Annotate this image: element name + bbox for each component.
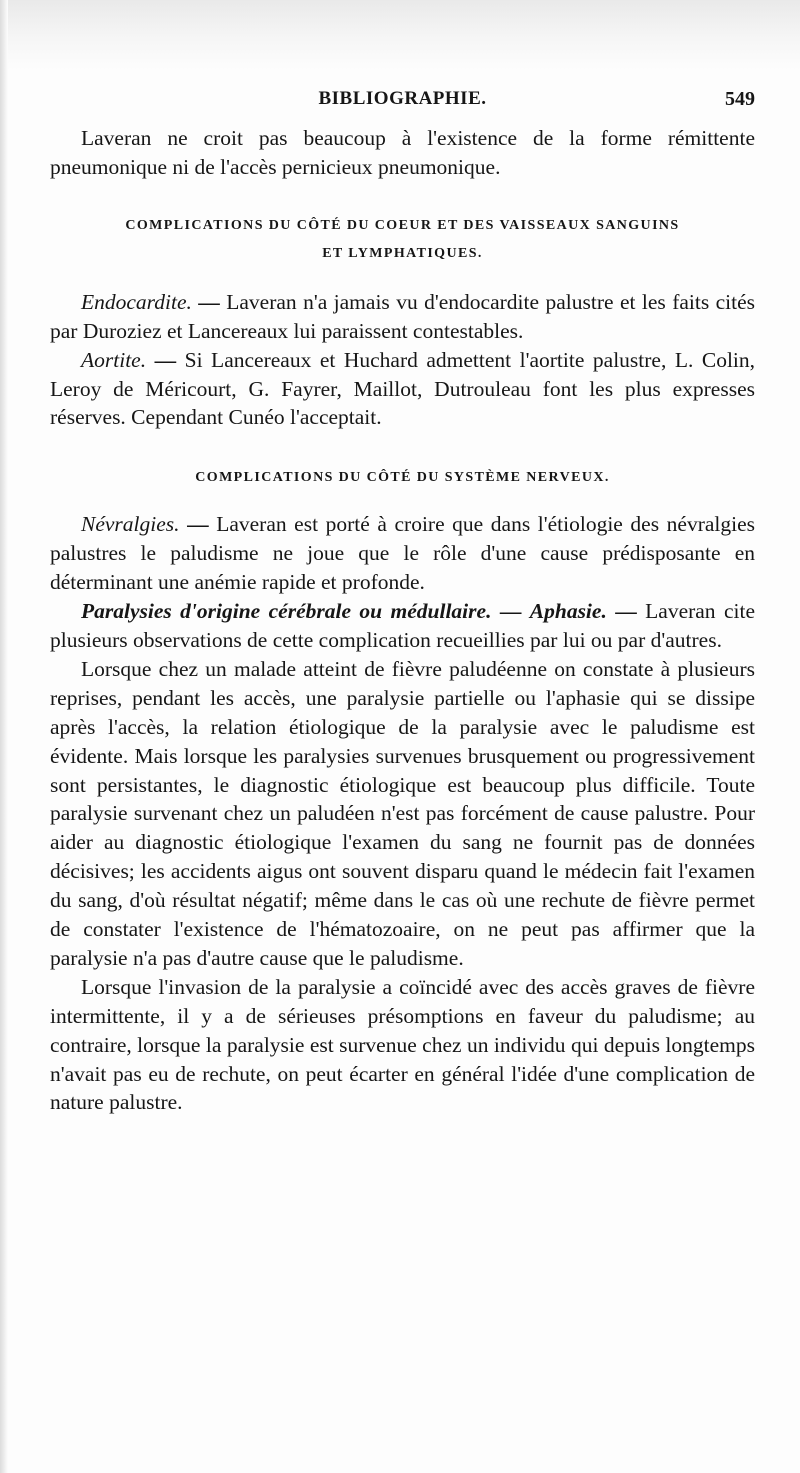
lead-nevralgies: Névralgies. [81, 512, 180, 537]
lead-aortite: Aortite. [81, 347, 147, 372]
em-dash: — [615, 599, 637, 624]
em-dash: — [499, 599, 522, 624]
paragraph-aortite [50, 346, 755, 433]
paragraph-paralysies [50, 597, 755, 655]
em-dash: — [198, 289, 220, 314]
paragraph-pneumonique: Laveran ne croit pas beaucoup à l'existence de la forme rémittente pneumonique ni de l'accès pernicieux pneumonique. [50, 126, 755, 179]
lead-endocardite: Endocardite. [81, 289, 192, 314]
section-heading-nerveux: COMPLICATIONS DU CÔTÉ DU SYSTÈME NERVEUX. [195, 470, 610, 486]
nevralgies-text: Laveran est porté à croire que dans l'étiologie des névralgies palustres le paludisme ne joue que le rôle d'une cause prédisposante en déterminant une anémie rapide et profonde. [50, 512, 756, 595]
paragraph-lorsque-2: Lorsque l'invasion de la paralysie a coïncidé avec des accès graves de fièvre intermittente, il y a de sérieuses présomptions en faveur du paludisme; au contraire, lorsque la paralysie est survenue chez un individu qui depuis longtemps n'avait pas eu de rechute, on peut écarter en général l'idée d'une complication de nature palustre. [50, 974, 755, 1115]
page-number: 549 [725, 88, 755, 110]
em-dash: — [187, 512, 209, 537]
paragraph-nevralgies [50, 510, 755, 597]
section-heading-cardio-line1: COMPLICATIONS DU CÔTÉ DU COEUR ET DES VAISSEAUX SANGUINS [125, 217, 680, 233]
paragraph-lorsque-1: Lorsque chez un malade atteint de fièvre paludéenne on constate à plusieurs reprises, pendant les accès, une paralysie partielle ou l'aphasie qui se dissipe après l'accès, la relation étiologique de la paralysie avec le paludisme est évidente. Mais lorsque les paralysies survenues brusquement ou progressivement sont persistantes, le diagnostic étiologique est beaucoup plus difficile. Toute paralysie survenant chez un paludéen n'est pas forcément de cause palustre. Pour aider au diagnostic étiologique l'examen du sang ne fournit pas de données décisives; les accidents aigus ont souvent disparu quand le médecin fait l'examen du sang, d'où résultat négatif; même dans le cas où une rechute de fièvre permet de constater l'existence de l'hématozoaire, on ne peut pas affirmer que la paralysie n'a pas d'autre cause que le paludisme. [50, 656, 755, 970]
section-heading-cardio [50, 212, 755, 268]
scan-edge [0, 0, 8, 1473]
lead-paralysies: Paralysies d'origine cérébrale ou médullaire. [81, 599, 492, 624]
aortite-text: Si Lancereaux et Huchard admettent l'aortite palustre, L. Colin, Leroy de Méricourt, G. Fayrer, Maillot, Dutrouleau font les plus expresses réserves. Cependant Cunéo l'acceptait. [50, 347, 756, 430]
lead-aphasie: Aphasie. [529, 599, 607, 624]
page-body [50, 124, 755, 1117]
paragraph-endocardite [50, 288, 755, 346]
em-dash: — [154, 347, 177, 372]
page-header [50, 86, 755, 116]
paralysies-text: Laveran cite plusieurs observations de cette complication recueillies par lui ou par d'autres. [50, 599, 755, 652]
running-title: BIBLIOGRAPHIE. [318, 88, 487, 109]
endocardite-text: Laveran n'a jamais vu d'endocardite palustre et les faits cités par Duroziez et Lancereaux lui paraissent contestables. [50, 289, 756, 343]
scan-shadow [0, 0, 800, 70]
section-heading-cardio-line2: ET LYMPHATIQUES. [322, 245, 483, 261]
